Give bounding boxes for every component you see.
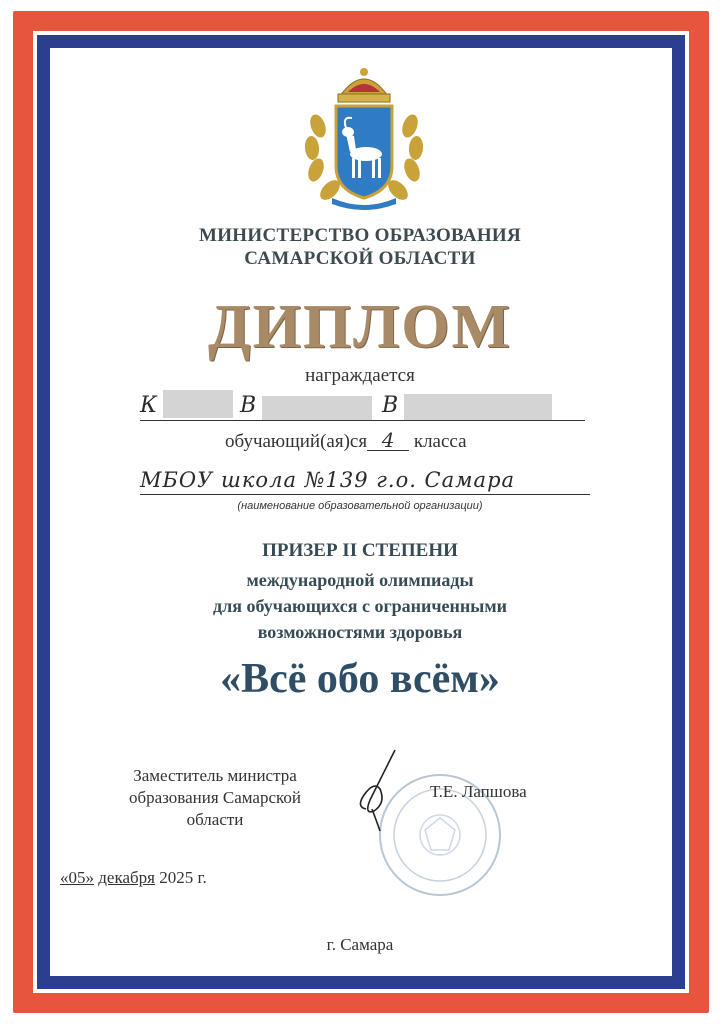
student-suffix: класса (413, 431, 467, 452)
signer-position-line-2: образования Самарской (128, 788, 302, 807)
name-initial-3: В (382, 393, 399, 418)
name-initial-2: В (240, 393, 257, 418)
organization-note: (наименование образовательной организации) (237, 500, 483, 512)
student-prefix: обучающий(ая)ся (225, 431, 368, 452)
signer-position-line-1: Заместитель министра (133, 766, 297, 785)
date-year-suffix: г. (197, 868, 207, 887)
grade-value: 4 (367, 430, 409, 451)
date-month: декабря (98, 868, 155, 887)
diploma-title: ДИПЛОМ (207, 293, 513, 361)
date-year: 2025 (159, 868, 194, 887)
prize-line-3: для обучающихся с ограниченными (213, 596, 507, 616)
signer-name: Т.Е. Лапшова (430, 782, 527, 801)
signer-position (95, 765, 335, 831)
city: г. Самара (326, 935, 394, 954)
prize-line-2: международной олимпиады (246, 570, 474, 590)
redacted-first-name (262, 396, 372, 420)
samara-region-coat-of-arms-icon (296, 66, 432, 210)
prize-degree: ПРИЗЕР II СТЕПЕНИ (262, 540, 458, 561)
ministry-name-line-2: САМАРСКОЙ ОБЛАСТИ (244, 248, 476, 269)
issue-date (60, 868, 207, 888)
name-underline (140, 420, 585, 421)
student-grade-line (225, 430, 467, 453)
handwritten-signature (350, 745, 410, 835)
school-underline (140, 494, 590, 495)
name-initial-1: К (140, 393, 158, 418)
redacted-patronymic (404, 394, 552, 420)
awarded-label: награждается (305, 365, 415, 386)
ministry-name-line-1: МИНИСТЕРСТВО ОБРАЗОВАНИЯ (198, 225, 522, 246)
olympiad-title: «Всё обо всём» (220, 656, 500, 702)
school-name: МБОУ школа №139 г.о. Самара (140, 468, 516, 492)
date-day: «05» (60, 868, 94, 887)
redacted-surname (163, 390, 233, 418)
prize-line-4: возможностями здоровья (257, 622, 463, 642)
signer-position-line-3: области (186, 810, 244, 829)
